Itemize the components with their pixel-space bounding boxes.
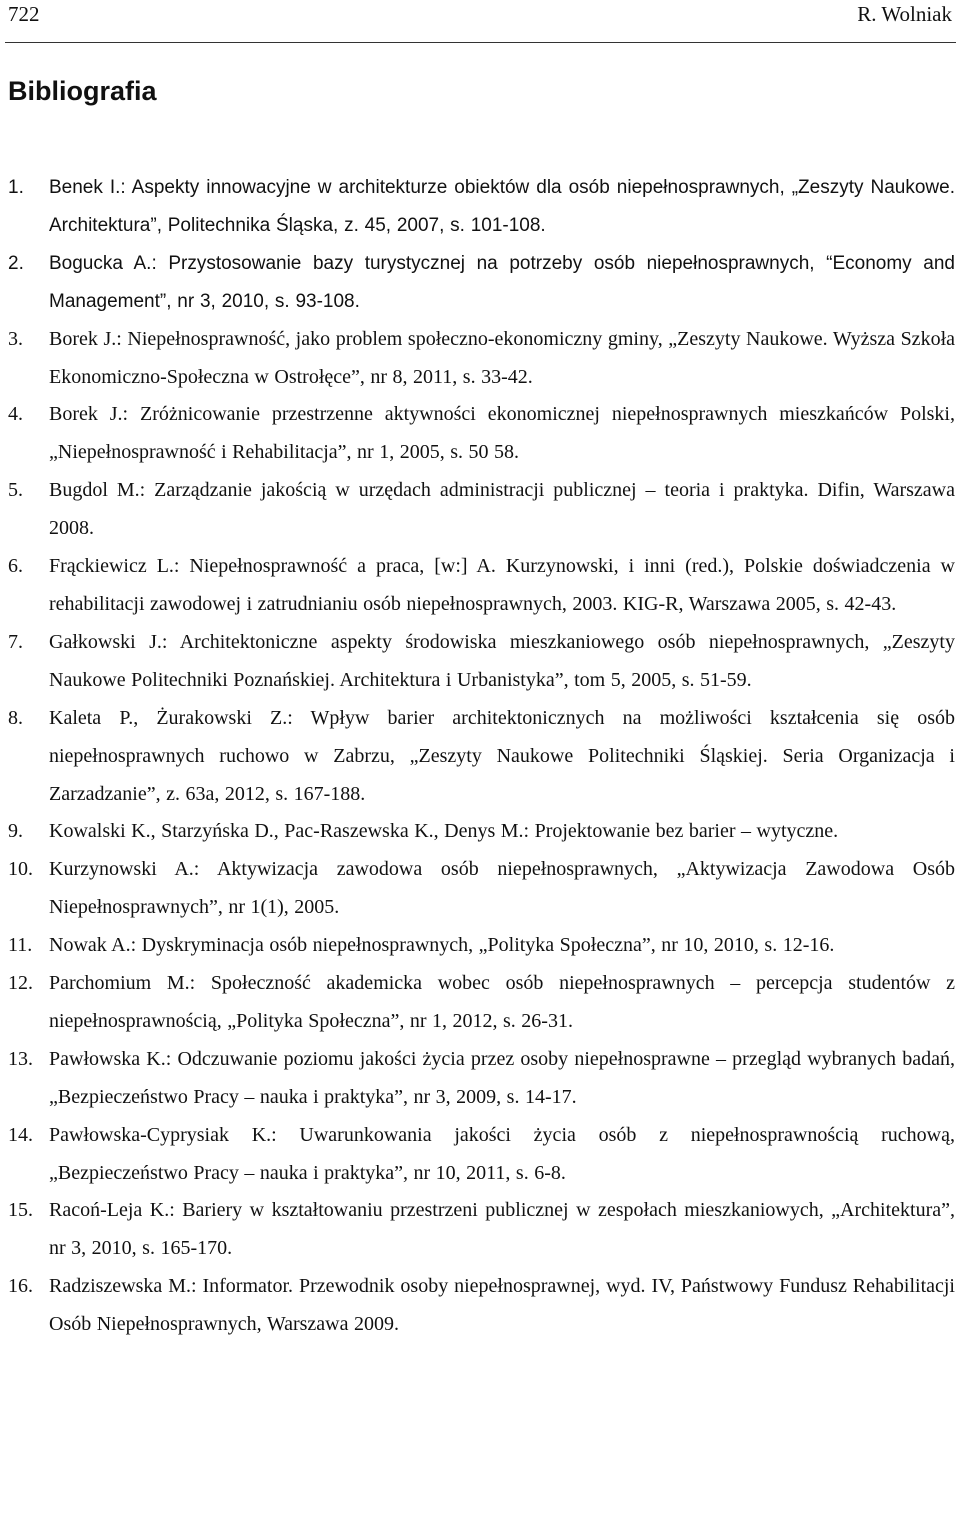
reference-list xyxy=(0,169,960,1344)
reference-number: 16. xyxy=(8,1275,33,1298)
reference-number: 15. xyxy=(8,1199,33,1222)
reference-text: Borek J.: Zróżnicowanie przestrzenne aktywności ekonomicznej niepełnosprawnych mieszkańców Polski, „Niepełnosprawność i Rehabilitacja”, nr 1, 2005, s. 50 58. xyxy=(49,403,955,464)
section-title: Bibliografia xyxy=(8,76,157,106)
reference-text: Kaleta P., Żurakowski Z.: Wpływ barier architektonicznych na możliwości kształcenia się osób niepełnosprawnych ruchowo w Zabrzu, „Zeszyty Naukowe Politechniki Śląskiej. Seria Organizacja i Zarzadzanie”, z. 63a, 2012, s. 167-188. xyxy=(49,706,955,805)
reference-item xyxy=(0,169,955,245)
reference-number: 6. xyxy=(8,555,23,578)
reference-item xyxy=(0,1117,955,1193)
reference-item xyxy=(0,1041,955,1117)
reference-text: Kowalski K., Starzyńska D., Pac-Raszewska K., Denys M.: Projektowanie bez barier – wytyczne. xyxy=(49,820,839,843)
page-number: 722 xyxy=(8,2,40,26)
reference-text: Bugdol M.: Zarządzanie jakością w urzędach administracji publicznej – teoria i praktyka. Difin, Warszawa 2008. xyxy=(49,479,955,540)
reference-item xyxy=(0,396,955,472)
reference-number: 10. xyxy=(8,858,33,881)
reference-item xyxy=(0,624,955,700)
reference-item xyxy=(0,245,955,321)
reference-text: Benek I.: Aspekty innowacyjne w architekturze obiektów dla osób niepełnosprawnych, „Zeszyty Naukowe. Architektura”, Politechnika Śląska, z. 45, 2007, s. 101-108. xyxy=(49,177,955,236)
reference-text: Kurzynowski A.: Aktywizacja zawodowa osób niepełnosprawnych, „Aktywizacja Zawodowa Osób Niepełnosprawnych”, nr 1(1), 2005. xyxy=(49,858,955,919)
reference-number: 12. xyxy=(8,972,33,995)
reference-number: 2. xyxy=(8,252,24,274)
reference-text: Pawłowska-Cyprysiak K.: Uwarunkowania jakości życia osób z niepełnosprawnością ruchową, „Bezpieczeństwo Pracy – nauka i praktyka”, nr 10, 2011, s. 6-8. xyxy=(49,1123,955,1184)
reference-item xyxy=(0,548,955,624)
reference-text: Pawłowska K.: Odczuwanie poziomu jakości życia przez osoby niepełnosprawne – przegląd wybranych badań, „Bezpieczeństwo Pracy – nauka i praktyka”, nr 3, 2009, s. 14-17. xyxy=(49,1047,955,1108)
reference-number: 13. xyxy=(8,1047,33,1070)
reference-item xyxy=(0,851,955,927)
reference-text: Parchomium M.: Społeczność akademicka wobec osób niepełnosprawnych – percepcja studentów z niepełnosprawnością, „Polityka Społeczna”, nr 1, 2012, s. 26-31. xyxy=(49,972,955,1032)
reference-item xyxy=(0,321,955,397)
reference-number: 1. xyxy=(8,177,24,198)
reference-number: 7. xyxy=(8,630,23,653)
reference-text: Racoń-Leja K.: Bariery w kształtowaniu przestrzeni publicznej w zespołach mieszkaniowych, „Architektura”, nr 3, 2010, s. 165-170. xyxy=(49,1199,955,1260)
reference-number: 14. xyxy=(8,1123,33,1146)
reference-text: Borek J.: Niepełnosprawność, jako problem społeczno-ekonomiczny gminy, „Zeszyty Naukowe. Wyższa Szkoła Ekonomiczno-Społeczna w Ostrołęce”, nr 8, 2011, s. 33-42. xyxy=(49,327,955,388)
reference-item xyxy=(0,1268,955,1344)
reference-text: Gałkowski J.: Architektoniczne aspekty środowiska mieszkaniowego osób niepełnosprawnych, „Zeszyty Naukowe Politechniki Poznańskiej. Architektura i Urbanistyka”, tom 5, 2005, s. 51-59. xyxy=(49,630,955,691)
reference-text: Bogucka A.: Przystosowanie bazy turystycznej na potrzeby osób niepełnosprawnych, “Economy and Management”, nr 3, 2010, s. 93-108. xyxy=(49,252,955,312)
reference-text: Frąckiewicz L.: Niepełnosprawność a praca, [w:] A. Kurzynowski, i inni (red.), Polskie doświadczenia w rehabilitacji zawodowej i zatrudnianiu osób niepełnosprawnych, 2003. KIG-R, Warszawa 2005, s. 42-43. xyxy=(49,555,955,615)
reference-number: 5. xyxy=(8,479,23,502)
header-rule xyxy=(5,42,956,43)
reference-item xyxy=(0,472,955,548)
reference-number: 9. xyxy=(8,820,23,843)
reference-number: 4. xyxy=(8,403,23,426)
reference-item xyxy=(0,700,955,814)
reference-text: Nowak A.: Dyskryminacja osób niepełnosprawnych, „Polityka Społeczna”, nr 10, 2010, s. 12-16. xyxy=(49,934,835,957)
reference-number: 11. xyxy=(8,934,33,957)
reference-item xyxy=(0,1192,955,1268)
reference-number: 8. xyxy=(8,706,23,729)
reference-item xyxy=(0,965,955,1041)
reference-item xyxy=(0,813,955,851)
reference-number: 3. xyxy=(8,327,23,350)
running-head: R. Wolniak xyxy=(857,2,952,26)
reference-text: Radziszewska M.: Informator. Przewodnik osoby niepełnosprawnej, wyd. IV, Państwowy Fundusz Rehabilitacji Osób Niepełnosprawnych, Warszawa 2009. xyxy=(49,1275,955,1336)
reference-item xyxy=(0,927,955,965)
